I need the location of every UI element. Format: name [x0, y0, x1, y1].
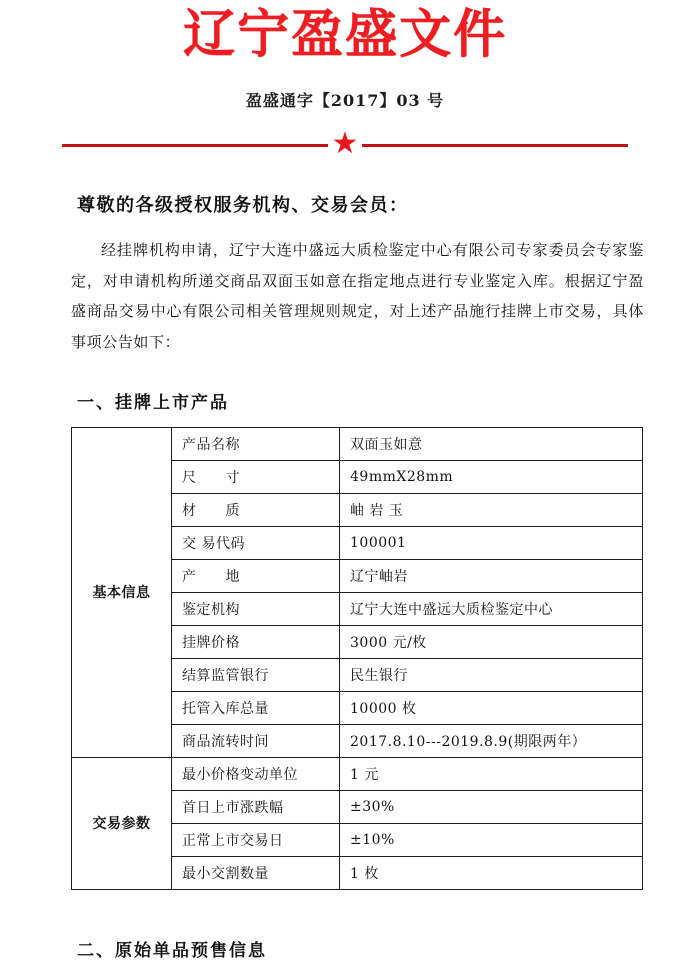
field-label: 最小交割数量 — [172, 856, 340, 889]
group-label-basic-info: 基本信息 — [72, 427, 172, 757]
field-label: 材 质 — [172, 493, 340, 526]
section-heading-two: 二、原始单品预售信息 — [77, 940, 267, 961]
field-label: 最小价格变动单位 — [172, 757, 340, 790]
spec-table-wrapper — [71, 427, 644, 890]
star-icon: ★ — [331, 125, 359, 161]
field-value: 100001 — [340, 526, 643, 559]
table-row — [72, 757, 643, 790]
field-label: 正常上市交易日 — [172, 823, 340, 856]
field-label: 产品名称 — [172, 427, 340, 460]
table-row — [72, 427, 643, 460]
field-label: 商品流转时间 — [172, 724, 340, 757]
section-heading-one: 一、挂牌上市产品 — [77, 392, 229, 413]
field-value: 2017.8.10---2019.8.9(期限两年） — [340, 724, 643, 757]
spec-table — [71, 427, 643, 890]
field-label: 交 易代码 — [172, 526, 340, 559]
field-value: 1 枚 — [340, 856, 643, 889]
field-label: 尺 寸 — [172, 460, 340, 493]
field-value: 49mmX28mm — [340, 460, 643, 493]
field-value: 3000 元/枚 — [340, 625, 643, 658]
page-title: 辽宁盈盛文件 — [182, 5, 507, 65]
field-label: 产 地 — [172, 559, 340, 592]
field-label: 首日上市涨跌幅 — [172, 790, 340, 823]
salutation: 尊敬的各级授权服务机构、交易会员： — [77, 194, 409, 216]
field-value: ±10% — [340, 823, 643, 856]
field-label: 鉴定机构 — [172, 592, 340, 625]
field-value: 10000 枚 — [340, 691, 643, 724]
field-value: 1 元 — [340, 757, 643, 790]
field-value: 辽宁岫岩 — [340, 559, 643, 592]
field-value: 民生银行 — [340, 658, 643, 691]
divider-line-left — [62, 144, 328, 147]
body-paragraph: 经挂牌机构申请，辽宁大连中盛远大质检鉴定中心有限公司专家委员会专家鉴定，对申请机构所递交商品双面玉如意在指定地点进行专业鉴定入库。根据辽宁盈盛商品交易中心有限公司相关管理规则规定，对上述产品施行挂牌上市交易，具体事项公告如下： — [71, 240, 644, 352]
spec-table-body — [72, 427, 643, 889]
header-divider — [62, 125, 628, 161]
document-number: 盈盛通字【2017】03 号 — [245, 90, 445, 110]
group-label-trading-params: 交易参数 — [72, 757, 172, 889]
document-body — [0, 191, 690, 961]
divider-line-right — [362, 144, 628, 147]
field-label: 结算监管银行 — [172, 658, 340, 691]
field-value: 岫 岩 玉 — [340, 493, 643, 526]
field-value: ±30% — [340, 790, 643, 823]
masthead — [0, 0, 690, 111]
field-value: 辽宁大连中盛远大质检鉴定中心 — [340, 592, 643, 625]
field-value: 双面玉如意 — [340, 427, 643, 460]
field-label: 托管入库总量 — [172, 691, 340, 724]
field-label: 挂牌价格 — [172, 625, 340, 658]
